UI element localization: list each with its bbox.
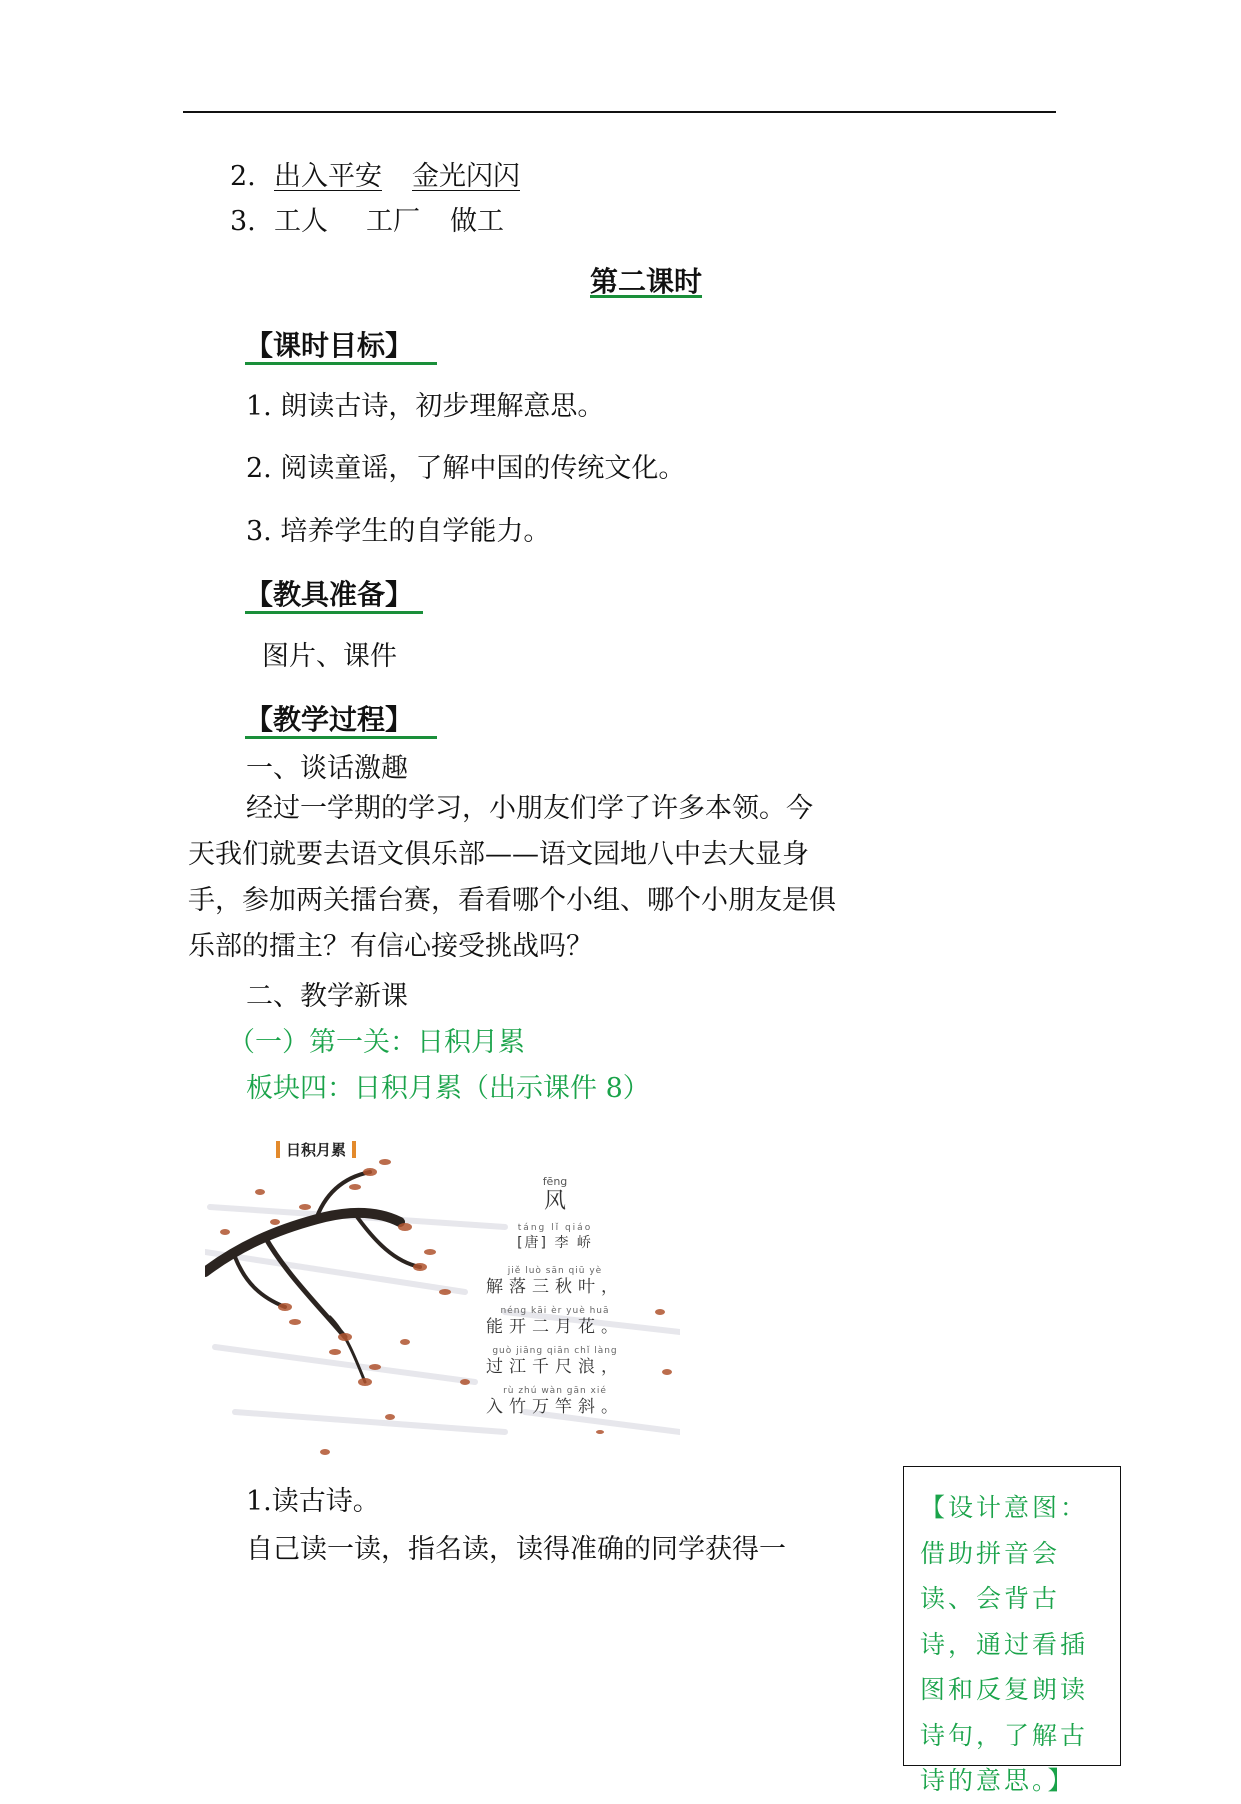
poem-author-pinyin: táng lǐ qiáo [517,1223,593,1233]
list-number: 2. [230,161,256,192]
design-intent-note [903,1466,1121,1795]
list-number: 3. [230,206,256,237]
sub-heading: （一）第一关：日积月累 [228,1027,525,1058]
lesson-title: 第二课时 [590,265,703,298]
poem-line: 解落三秋叶， [486,1277,624,1297]
header-rule [183,111,1056,113]
goal-item: 3. 培养学生的自学能力。 [246,516,551,547]
poem-line-pinyin: rù zhú wàn gān xié [503,1386,607,1396]
goals-heading-text: 【课时目标】 [245,329,437,365]
poem-line-pinyin: néng kāi èr yuè huā [500,1306,610,1316]
list-word: 金光闪闪 [412,161,520,192]
goal-item: 2. 阅读童谣，了解中国的传统文化。 [246,453,686,484]
tools-heading-text: 【教具准备】 [245,578,423,614]
poem-title-pinyin: fēng [542,1175,568,1188]
list-word: 做工 [450,206,504,237]
goals-heading [245,328,437,364]
list-item [230,160,520,194]
read-heading: 1.读古诗。 [246,1486,380,1517]
process-heading-text: 【教学过程】 [245,703,437,739]
tools-text: 图片、课件 [262,641,397,672]
poem-badge [270,1139,362,1160]
poem-text [470,1175,640,1426]
list-word: 工人 [274,206,328,237]
poem-line: 能开二月花。 [486,1317,624,1337]
block-heading: 板块四：日积月累（出示课件 8） [246,1073,650,1104]
list-word: 出入平安 [274,161,382,192]
process-heading [245,702,437,738]
poem-title: 风 [543,1189,566,1214]
poem-line-pinyin: jiě luò sān qiū yè [507,1266,603,1276]
intro-paragraph: 经过一学期的学习，小朋友们学了许多本领。今天我们就要去语文俱乐部——语文园地八中去大显身手，参加两关擂台赛，看看哪个小组、哪个小朋友是俱乐部的擂主？有信心接受挑战吗？ [188,793,836,962]
poem-line-pinyin: guò jiāng qiān chǐ làng [492,1346,618,1356]
design-intent-text: 【设计意图：借助拼音会读、会背古诗，通过看插图和反复朗读诗句，了解古诗的意思。】 [920,1493,1089,1795]
step-heading: 二、教学新课 [246,981,408,1012]
poem-line: 过江千尺浪， [486,1357,624,1377]
step-heading: 一、谈话激趣 [246,753,408,784]
read-text: 自己读一读，指名读，读得准确的同学获得一 [246,1534,786,1565]
poem-author: [唐] 李 峤 [517,1235,593,1251]
badge-label: 日积月累 [286,1141,347,1159]
list-word: 工厂 [366,206,420,237]
poem-line: 入竹万竿斜。 [486,1397,624,1417]
list-item [230,205,504,239]
tools-heading [245,577,423,613]
goal-item: 1. 朗读古诗，初步理解意思。 [246,391,605,422]
